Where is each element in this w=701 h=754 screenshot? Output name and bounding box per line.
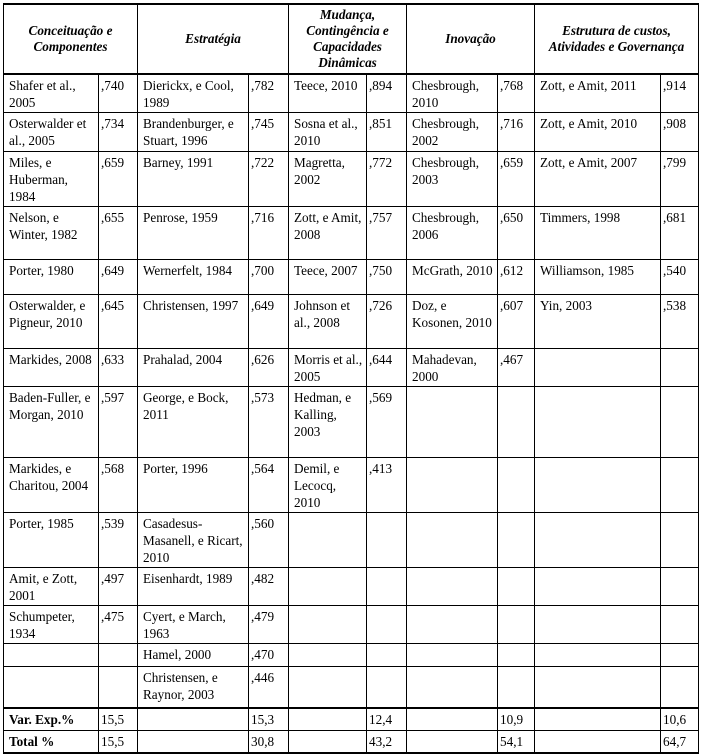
table-row xyxy=(4,513,699,568)
reference-cell: Eisenhardt, 1989 xyxy=(138,568,249,606)
reference-cell: Chesbrough, 2003 xyxy=(407,152,498,207)
loading-cell: ,772 xyxy=(367,152,407,207)
summary-value: 10,9 xyxy=(498,708,535,731)
reference-cell: Chesbrough, 2002 xyxy=(407,113,498,152)
loading-cell: ,633 xyxy=(99,349,138,387)
reference-cell: Barney, 1991 xyxy=(138,152,249,207)
loading-cell xyxy=(498,513,535,568)
reference-cell: Porter, 1980 xyxy=(4,260,99,295)
reference-cell: Dierickx, e Cool, 1989 xyxy=(138,74,249,113)
reference-cell: Doz, e Kosonen, 2010 xyxy=(407,295,498,349)
reference-cell xyxy=(535,667,661,708)
loading-cell: ,482 xyxy=(249,568,289,606)
reference-cell: Nelson, e Winter, 1982 xyxy=(4,207,99,260)
loading-cell xyxy=(661,568,699,606)
loading-cell: ,659 xyxy=(99,152,138,207)
loading-cell: ,569 xyxy=(367,387,407,458)
loading-cell: ,650 xyxy=(498,207,535,260)
summary-value: 12,4 xyxy=(367,708,407,731)
summary-value: 64,7 xyxy=(661,730,699,753)
loading-cell: ,540 xyxy=(661,260,699,295)
reference-cell: Prahalad, 2004 xyxy=(138,349,249,387)
table-row xyxy=(4,667,699,708)
loading-cell: ,716 xyxy=(498,113,535,152)
reference-cell: Yin, 2003 xyxy=(535,295,661,349)
reference-cell xyxy=(535,606,661,644)
header-estrategia: Estratégia xyxy=(138,4,289,74)
reference-cell: Baden-Fuller, e Morgan, 2010 xyxy=(4,387,99,458)
loading-cell: ,649 xyxy=(99,260,138,295)
loading-cell xyxy=(99,667,138,708)
reference-cell: Johnson et al., 2008 xyxy=(289,295,367,349)
header-mudanca: Mudança, Contingência e Capacidades Dinâmicas xyxy=(289,4,407,74)
loading-cell: ,757 xyxy=(367,207,407,260)
reference-cell: Cyert, e March, 1963 xyxy=(138,606,249,644)
reference-cell: Schumpeter, 1934 xyxy=(4,606,99,644)
reference-cell: Amit, e Zott, 2001 xyxy=(4,568,99,606)
variance-row xyxy=(4,708,699,731)
reference-cell xyxy=(289,513,367,568)
reference-cell: Zott, e Amit, 2011 xyxy=(535,74,661,113)
loading-cell xyxy=(661,644,699,667)
reference-cell: Brandenburger, e Stuart, 1996 xyxy=(138,113,249,152)
loading-cell xyxy=(498,568,535,606)
loading-cell: ,700 xyxy=(249,260,289,295)
header-estrutura: Estrutura de custos, Atividades e Governança xyxy=(535,4,699,74)
reference-cell xyxy=(535,513,661,568)
loading-cell: ,894 xyxy=(367,74,407,113)
loading-cell xyxy=(367,513,407,568)
reference-cell: Osterwalder et al., 2005 xyxy=(4,113,99,152)
loading-cell: ,645 xyxy=(99,295,138,349)
reference-cell xyxy=(289,667,367,708)
reference-cell xyxy=(289,644,367,667)
reference-cell: Christensen, e Raynor, 2003 xyxy=(138,667,249,708)
header-inovacao: Inovação xyxy=(407,4,535,74)
reference-cell: Zott, e Amit, 2007 xyxy=(535,152,661,207)
summary-value: 54,1 xyxy=(498,730,535,753)
reference-cell: Teece, 2010 xyxy=(289,74,367,113)
loading-cell xyxy=(661,667,699,708)
reference-cell xyxy=(407,606,498,644)
loading-cell xyxy=(367,644,407,667)
empty-cell xyxy=(138,708,249,731)
reference-cell: Williamson, 1985 xyxy=(535,260,661,295)
table-row xyxy=(4,568,699,606)
loading-cell: ,573 xyxy=(249,387,289,458)
table-row xyxy=(4,207,699,260)
loading-cell xyxy=(498,606,535,644)
loading-cell xyxy=(661,458,699,513)
loading-cell xyxy=(661,349,699,387)
loading-cell: ,914 xyxy=(661,74,699,113)
reference-cell xyxy=(4,667,99,708)
reference-cell xyxy=(407,458,498,513)
summary-value: 10,6 xyxy=(661,708,699,731)
loading-cell: ,470 xyxy=(249,644,289,667)
table-row xyxy=(4,152,699,207)
empty-cell xyxy=(138,730,249,753)
reference-cell xyxy=(535,458,661,513)
reference-cell xyxy=(407,667,498,708)
reference-cell xyxy=(535,644,661,667)
loading-cell: ,626 xyxy=(249,349,289,387)
reference-cell: George, e Bock, 2011 xyxy=(138,387,249,458)
reference-cell xyxy=(535,387,661,458)
table-row xyxy=(4,606,699,644)
loading-cell: ,908 xyxy=(661,113,699,152)
reference-cell: Shafer et al., 2005 xyxy=(4,74,99,113)
summary-label: Total % xyxy=(4,730,99,753)
empty-cell xyxy=(407,708,498,731)
loading-cell: ,446 xyxy=(249,667,289,708)
reference-cell: Demil, e Lecocq, 2010 xyxy=(289,458,367,513)
reference-cell xyxy=(535,568,661,606)
reference-cell: Penrose, 1959 xyxy=(138,207,249,260)
reference-cell: Markides, 2008 xyxy=(4,349,99,387)
summary-value: 15,5 xyxy=(99,730,138,753)
table-row xyxy=(4,644,699,667)
loading-cell xyxy=(661,606,699,644)
reference-cell: Casadesus-Masanell, e Ricart, 2010 xyxy=(138,513,249,568)
reference-cell: Hedman, e Kalling, 2003 xyxy=(289,387,367,458)
loading-cell: ,644 xyxy=(367,349,407,387)
loading-cell: ,539 xyxy=(99,513,138,568)
loading-cell xyxy=(661,387,699,458)
loading-cell xyxy=(367,606,407,644)
table-row xyxy=(4,295,699,349)
loading-cell: ,607 xyxy=(498,295,535,349)
reference-cell: Morris et al., 2005 xyxy=(289,349,367,387)
reference-cell xyxy=(407,568,498,606)
reference-cell: Mahadevan, 2000 xyxy=(407,349,498,387)
loading-cell: ,649 xyxy=(249,295,289,349)
reference-cell: Magretta, 2002 xyxy=(289,152,367,207)
loading-cell: ,782 xyxy=(249,74,289,113)
reference-cell: Chesbrough, 2010 xyxy=(407,74,498,113)
loading-cell xyxy=(498,387,535,458)
reference-cell xyxy=(4,644,99,667)
summary-value: 15,5 xyxy=(99,708,138,731)
loading-cell: ,655 xyxy=(99,207,138,260)
loading-cell: ,734 xyxy=(99,113,138,152)
reference-cell: McGrath, 2010 xyxy=(407,260,498,295)
loading-cell: ,475 xyxy=(99,606,138,644)
loading-cell: ,750 xyxy=(367,260,407,295)
table-row xyxy=(4,387,699,458)
reference-cell: Osterwalder, e Pigneur, 2010 xyxy=(4,295,99,349)
summary-value: 30,8 xyxy=(249,730,289,753)
table-row xyxy=(4,113,699,152)
reference-cell: Christensen, 1997 xyxy=(138,295,249,349)
loading-cell: ,745 xyxy=(249,113,289,152)
loading-cell: ,799 xyxy=(661,152,699,207)
reference-cell: Markides, e Charitou, 2004 xyxy=(4,458,99,513)
reference-cell: Chesbrough, 2006 xyxy=(407,207,498,260)
loading-cell: ,479 xyxy=(249,606,289,644)
reference-cell: Teece, 2007 xyxy=(289,260,367,295)
reference-cell: Wernerfelt, 1984 xyxy=(138,260,249,295)
reference-cell xyxy=(289,568,367,606)
reference-cell: Miles, e Huberman, 1984 xyxy=(4,152,99,207)
loading-cell: ,659 xyxy=(498,152,535,207)
loading-cell: ,740 xyxy=(99,74,138,113)
reference-cell xyxy=(289,606,367,644)
loading-cell xyxy=(498,644,535,667)
loading-cell: ,597 xyxy=(99,387,138,458)
factor-loadings-table xyxy=(3,3,699,754)
reference-cell xyxy=(407,387,498,458)
summary-value: 43,2 xyxy=(367,730,407,753)
reference-cell xyxy=(535,349,661,387)
loading-cell: ,560 xyxy=(249,513,289,568)
loading-cell: ,722 xyxy=(249,152,289,207)
reference-cell: Porter, 1996 xyxy=(138,458,249,513)
loading-cell: ,467 xyxy=(498,349,535,387)
empty-cell xyxy=(407,730,498,753)
table-row xyxy=(4,349,699,387)
header-conceituacao: Conceituação e Componentes xyxy=(4,4,138,74)
reference-cell xyxy=(407,644,498,667)
loading-cell xyxy=(99,644,138,667)
empty-cell xyxy=(535,708,661,731)
loading-cell: ,768 xyxy=(498,74,535,113)
reference-cell: Zott, e Amit, 2010 xyxy=(535,113,661,152)
reference-cell: Hamel, 2000 xyxy=(138,644,249,667)
summary-value: 15,3 xyxy=(249,708,289,731)
empty-cell xyxy=(289,730,367,753)
loading-cell xyxy=(367,568,407,606)
header-row xyxy=(4,4,699,74)
empty-cell xyxy=(289,708,367,731)
loading-cell xyxy=(367,667,407,708)
table-row xyxy=(4,458,699,513)
reference-cell: Zott, e Amit, 2008 xyxy=(289,207,367,260)
reference-cell xyxy=(407,513,498,568)
total-row xyxy=(4,730,699,753)
loading-cell: ,538 xyxy=(661,295,699,349)
reference-cell: Sosna et al., 2010 xyxy=(289,113,367,152)
summary-label: Var. Exp.% xyxy=(4,708,99,731)
loading-cell: ,413 xyxy=(367,458,407,513)
loading-cell: ,726 xyxy=(367,295,407,349)
loading-cell xyxy=(661,513,699,568)
loading-cell: ,716 xyxy=(249,207,289,260)
table-row xyxy=(4,260,699,295)
loading-cell xyxy=(498,667,535,708)
reference-cell: Porter, 1985 xyxy=(4,513,99,568)
reference-cell: Timmers, 1998 xyxy=(535,207,661,260)
empty-cell xyxy=(535,730,661,753)
table-row xyxy=(4,74,699,113)
loading-cell: ,564 xyxy=(249,458,289,513)
loading-cell: ,681 xyxy=(661,207,699,260)
loading-cell: ,497 xyxy=(99,568,138,606)
loading-cell: ,568 xyxy=(99,458,138,513)
loading-cell: ,851 xyxy=(367,113,407,152)
loading-cell: ,612 xyxy=(498,260,535,295)
loading-cell xyxy=(498,458,535,513)
